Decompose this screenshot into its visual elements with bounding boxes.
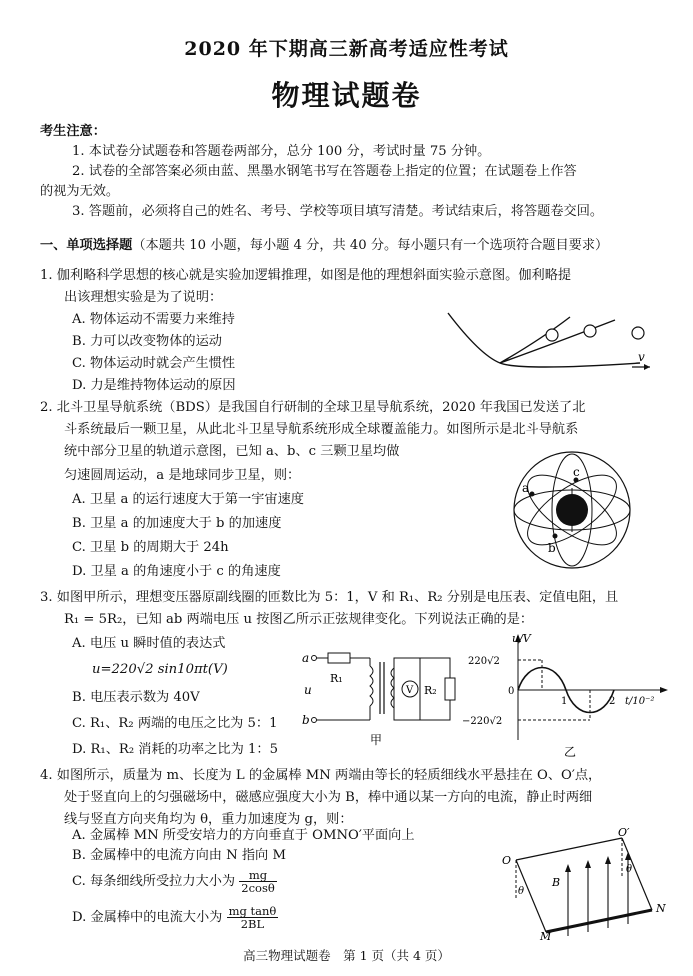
q4-label-N: N [656,902,666,915]
q1-option-c: C. 物体运动时就会产生惯性 [72,356,236,371]
q4-option-d-denominator: 2BL [240,917,265,931]
q3-label-v: V [406,685,414,696]
q1-stem-2: 出该理想实验是为了说明： [64,290,223,305]
q2-label-c: c [573,465,580,479]
q1-ball-3 [632,327,644,339]
notice-heading: 考生注意： [40,124,106,139]
q2-label-a: a [522,481,530,495]
q1-velocity-arrowhead [644,364,650,370]
q1-incline-figure [440,305,660,385]
q3-resistor-r2 [445,678,455,700]
q4-option-c-numerator: mg [239,869,277,882]
q4-stem-3: 线与竖直方向夹角均为 θ，重力加速度为 g，则： [64,812,353,827]
q4-label-O-prime: O′ [618,828,630,839]
q3-graph-ylabel: u/V [512,632,531,645]
q4-option-d-numerator: mg tanθ [228,904,277,918]
q4-rod-figure [498,828,668,940]
q1-option-a: A. 物体运动不需要力来维持 [72,312,235,327]
q3-option-b: B. 电压表示数为 40V [72,690,200,705]
q2-option-c: C. 卫星 b 的周期大于 24h [72,540,229,555]
q4-option-a: A. 金属棒 MN 所受安培力的方向垂直于 OMNO′平面向上 [72,828,415,843]
exam-title: 2020 年下期高三新高考适应性考试 [184,38,509,60]
q3-graph-ytop: 220√2 [468,656,500,667]
q3-label-yi: 乙 [564,745,577,759]
q2-option-a: A. 卫星 a 的运行速度大于第一宇宙速度 [72,492,304,507]
q4-label-theta-left: θ [518,886,525,897]
q2-stem-3: 统中部分卫星的轨道示意图，已知 a、b、c 三颗卫星均做 [64,444,400,459]
q1-option-b: B. 力可以改变物体的运动 [72,334,222,349]
q4-label-theta-right: θ [626,864,633,875]
q4-option-d-text: D. 金属棒中的电流大小为 [72,910,223,925]
q3-label-u: u [304,683,312,697]
notice-item-2b: 的视为无效。 [40,184,120,199]
exam-subtitle: 物理试题卷 [271,79,422,112]
q4-metal-rod [546,910,652,932]
q4-field-lines [568,856,628,936]
q3-option-a: A. 电压 u 瞬时值的表达式 [72,636,226,651]
q3-graph-xlabel: t/10⁻² [625,696,655,707]
q2-orbit-figure [510,448,634,572]
q4-ceiling-line [516,838,622,860]
q3-terminal-b [312,718,317,723]
q4-option-d-fraction [227,905,279,930]
q2-satellite-b [553,534,558,539]
q1-ball-1 [546,329,558,341]
q3-label-a: a [302,651,310,665]
q3-graph-origin: 0 [508,686,515,697]
q4-label-O: O [502,854,512,867]
q4-option-d [72,902,278,934]
q3-graph-ybot: −220√2 [462,716,503,727]
q2-stem-1: 2. 北斗卫星导航系统（BDS）是我国自行研制的全球卫星导航系统，2020 年我国已发送了北 [40,400,586,415]
q3-primary-coil [370,666,373,706]
q3-graph-x1: 1 [561,696,568,707]
notice-item-1: 1. 本试卷分试题卷和答题卷两部分，总分 100 分，考试时量 75 分钟。 [72,144,491,159]
q2-stem-2: 斗系统最后一颗卫星，从此北斗卫星导航系统形成全球覆盖能力。如图所示是北斗导航系 [64,422,579,437]
q3-terminal-a [312,656,317,661]
q4-option-c [72,866,277,898]
section-note: （本题共 10 小题，每小题 4 分，共 40 分。每小题只有一个选项符合题目要求） [132,238,609,253]
q2-stem-4: 匀速圆周运动，a 是地球同步卫星，则： [64,468,301,483]
q3-option-a-expression: u=220√2 sin10πt(V) [92,662,228,677]
q3-label-r1: R₁ [330,672,343,685]
q3-graph-x2: 2 [609,696,616,707]
q2-label-b: b [548,541,556,555]
q4-label-B: B [552,876,561,889]
q4-stem-1: 4. 如图所示，质量为 m、长度为 L 的金属棒 MN 两端由等长的轻质细线水平悬挂在 O、O′点， [40,768,602,783]
q3-stem-2: R₁ = 5R₂，已知 ab 两端电压 u 按图乙所示正弦规律变化。下列说法正确的是： [64,612,534,627]
q3-resistor-r1 [328,653,350,663]
q3-option-d: D. R₁、R₂ 消耗的功率之比为 1：5 [72,742,278,757]
q1-velocity-label: v [638,350,645,364]
q3-graph-x-arrow [660,687,668,693]
q1-stem-1: 1. 伽利略科学思想的核心就是实验加逻辑推理，如图是他的理想斜面实验示意图。伽利略提 [40,268,572,283]
q2-option-b: B. 卫星 a 的加速度大于 b 的加速度 [72,516,282,531]
q3-option-c: C. R₁、R₂ 两端的电压之比为 5：1 [72,716,278,731]
q3-stem-1: 3. 如图甲所示，理想变压器原副线圈的匝数比为 5：1，V 和 R₁、R₂ 分别是电压表、定值电阻，且 [40,590,619,605]
q4-option-c-fraction [239,869,277,894]
q2-option-d: D. 卫星 a 的角速度小于 c 的角速度 [72,564,281,579]
q4-option-c-text: C. 每条细线所受拉力大小为 [72,874,236,889]
q3-voltage-graph [462,632,684,764]
section-heading [40,236,608,256]
q1-ball-2 [584,325,596,337]
q3-circuit-figure [300,648,460,760]
notice-item-2a: 2. 试卷的全部答案必须由蓝、黑墨水钢笔书写在答题卷上指定的位置；在试题卷上作答 [72,164,577,179]
q4-option-c-denominator: 2cosθ [241,881,275,895]
q4-option-b: B. 金属棒中的电流方向由 N 指向 M [72,848,286,863]
q1-track-steep [500,317,570,363]
q3-label-b: b [302,713,310,727]
section-title: 一、单项选择题 [40,238,133,253]
page-footer: 高三物理试题卷 第 1 页（共 4 页） [243,948,450,963]
q1-option-d: D. 力是维持物体运动的原因 [72,378,236,393]
q4-label-M: M [540,930,552,940]
q4-stem-2: 处于竖直向上的匀强磁场中，磁感应强度大小为 B，棒中通以某一方向的电流，静止时两细 [64,790,593,805]
q2-satellite-a [530,492,535,497]
q3-label-r2: R₂ [424,684,437,697]
q3-label-jia: 甲 [370,733,383,747]
notice-item-3: 3. 答题前，必须将自己的姓名、考号、学校等项目填写清楚。考试结束后，将答题卷交回。 [72,204,604,219]
q4-field-arrowheads [565,852,631,872]
